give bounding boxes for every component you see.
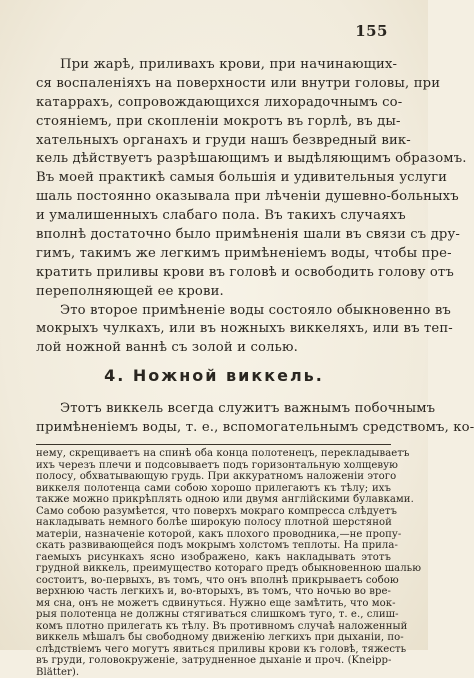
section-title: 4. Ножной виккель. bbox=[0, 366, 428, 385]
text-line: Этотъ виккель всегда служитъ важнымъ побочнымъ bbox=[36, 400, 391, 419]
footnote-line: грудной виккель, преимущество котораго предъ обыкновенною шалью bbox=[36, 563, 391, 575]
text-line: стояніемъ, при скопленіи мокротъ въ горлѣ, въ ды- bbox=[36, 113, 391, 132]
text-line: Это второе примѣненіе воды состояло обыкновенно въ bbox=[36, 302, 391, 321]
footnote-line: Само собою разумѣется, что поверхъ мокраго компресса слѣдуетъ bbox=[36, 506, 391, 518]
footnote-line: матеріи, назначеніе которой, какъ плохого проводника,—не пропу- bbox=[36, 529, 391, 541]
footnote-line: скать развивающейся подъ мокрымъ холстомъ теплоты. На прила- bbox=[36, 540, 391, 552]
footnote-line: виккеля полотенца сами собою хорошо прилегаютъ къ тѣлу; ихъ bbox=[36, 483, 391, 495]
text-line: вполнѣ достаточно было примѣненія шали въ связи съ дру- bbox=[36, 226, 391, 245]
footnote-line: рыя полотенца не должны стягиваться слишкомъ туго, т. е., слиш- bbox=[36, 609, 391, 621]
footnote-line: мя сна, онъ не можетъ сдвинуться. Нужно еще замѣтить, что мок- bbox=[36, 598, 391, 610]
text-line: кель дѣйствуетъ разрѣшающимъ и выдѣляющимъ образомъ. bbox=[36, 150, 391, 169]
footnote-line: Blätter). bbox=[36, 667, 391, 678]
footnote-line: слѣдствіемъ чего могутъ явиться приливы крови къ головѣ, тяжесть bbox=[36, 644, 391, 656]
text-line: катаррахъ, сопровождающихся лихорадочнымъ со- bbox=[36, 94, 391, 113]
main-text-block bbox=[36, 56, 391, 358]
text-line: лой ножной ваннѣ съ золой и солью. bbox=[36, 339, 391, 358]
footnote-line: состоитъ, во-первыхъ, въ томъ, что онъ вполнѣ прикрываетъ собою bbox=[36, 575, 391, 587]
text-line: гимъ, такимъ же легкимъ примѣненіемъ воды, чтобы пре- bbox=[36, 245, 391, 264]
footnote-line: комъ плотно прилегать къ тѣлу. Въ противномъ случаѣ наложенный bbox=[36, 621, 391, 633]
footnote-line: накладывать немного болѣе широкую полосу плотной шерстяной bbox=[36, 517, 391, 529]
section-intro-text bbox=[36, 400, 391, 438]
footnote-block bbox=[36, 448, 391, 678]
footnote-line: верхнюю часть легкихъ и, во-вторыхъ, въ томъ, что ночью во вре- bbox=[36, 586, 391, 598]
footnote-line: нему, скрещиваетъ на спинѣ оба конца полотенецъ, перекладываетъ bbox=[36, 448, 391, 460]
text-line: шаль постоянно оказывала при лѣченіи душевно-больныхъ bbox=[36, 188, 391, 207]
text-line: примѣненіемъ воды, т. е., вспомогательнымъ средствомъ, ко- bbox=[36, 419, 391, 438]
text-line: При жарѣ, приливахъ крови, при начинающих- bbox=[36, 56, 391, 75]
footnote-line: также можно прикрѣплять одною или двумя англійскими булавками. bbox=[36, 494, 391, 506]
footnote-line: въ груди, головокруженіе, затрудненное дыханіе и проч. (Kneipp- bbox=[36, 655, 391, 667]
page-number: 155 bbox=[355, 22, 388, 40]
text-line: кратить приливы крови въ головѣ и освободить голову отъ bbox=[36, 264, 391, 283]
footnote-line: полосу, обхватывающую грудь. При аккуратномъ наложеніи этого bbox=[36, 471, 391, 483]
footnote-line: виккель мѣшалъ бы свободному движенію легкихъ при дыханіи, по- bbox=[36, 632, 391, 644]
footnote-separator bbox=[36, 444, 391, 445]
text-line: и умалишенныхъ слабаго пола. Въ такихъ случаяхъ bbox=[36, 207, 391, 226]
text-line: хательныхъ органахъ и груди нашъ безвредный вик- bbox=[36, 132, 391, 151]
footnote-line: гаемыхъ рисункахъ ясно изображено, какъ накладывать этотъ bbox=[36, 552, 391, 564]
text-line: Въ моей практикѣ самыя большія и удивительныя услуги bbox=[36, 169, 391, 188]
text-line: переполняющей ее крови. bbox=[36, 283, 391, 302]
footnote-line: ихъ черезъ плечи и подсовываетъ подъ горизонтальную холщевую bbox=[36, 460, 391, 472]
text-line: мокрыхъ чулкахъ, или въ ножныхъ виккеляхъ, или въ теп- bbox=[36, 320, 391, 339]
text-line: ся воспаленіяхъ на поверхности или внутри головы, при bbox=[36, 75, 391, 94]
